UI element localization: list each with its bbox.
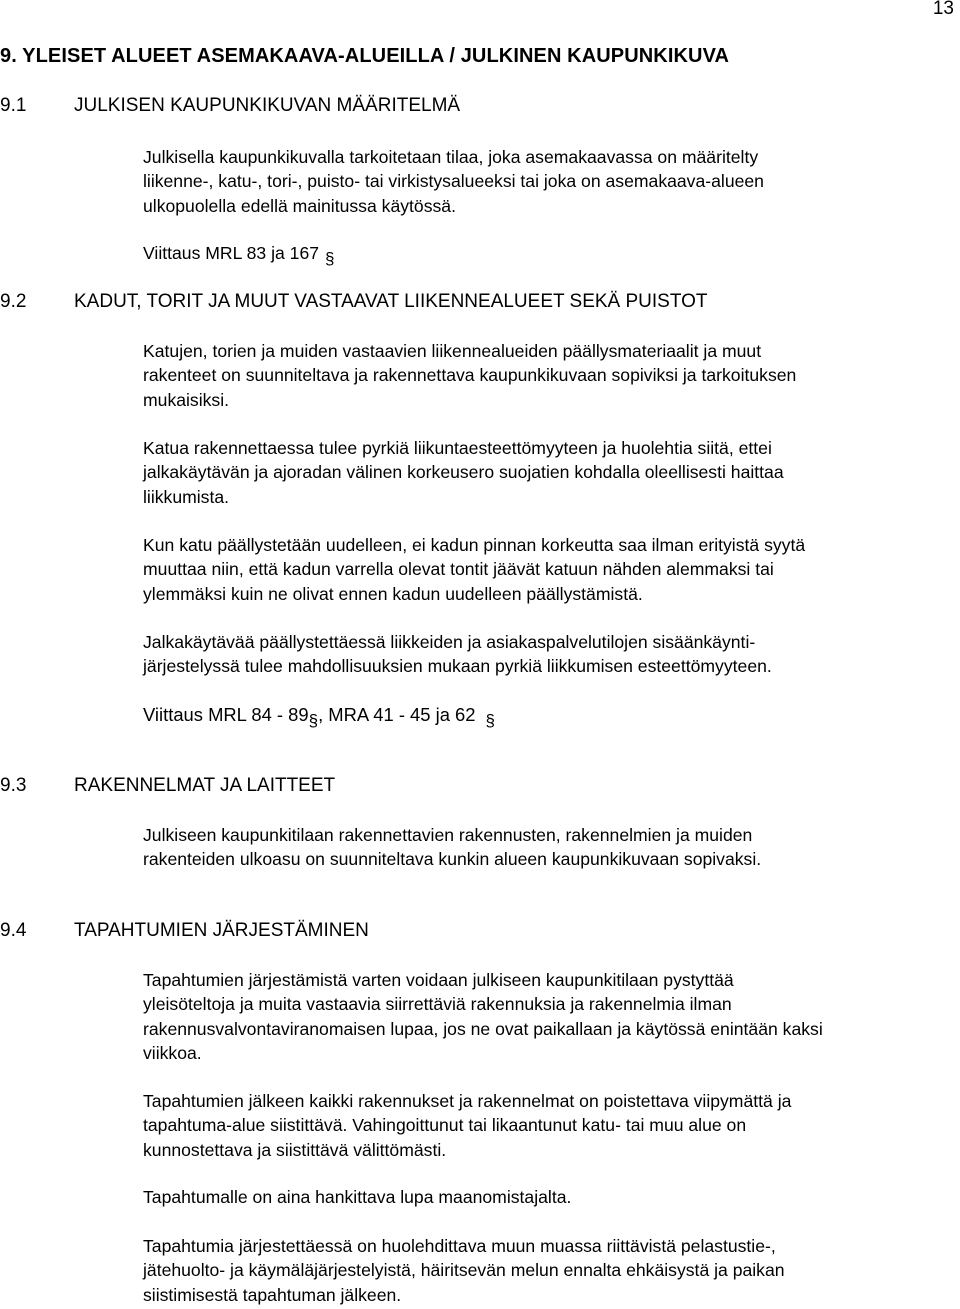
- text-line: Tapahtumien jälkeen kaikki rakennukset ja rakennelmat on poistettava viipymättä ja: [143, 1091, 792, 1111]
- text-line: tapahtuma-alue siistittävä. Vahingoittunut tai likaantunut katu- tai muu alue on: [143, 1115, 747, 1136]
- section-number: 9.4: [0, 920, 27, 941]
- text-line: liikkumista.: [143, 486, 230, 507]
- text-line: mukaisiksi.: [143, 389, 230, 410]
- text-line: jätehuolto- ja käymäläjärjestelyistä, häiritsevän melun ennalta ehkäisystä ja paikan: [143, 1260, 785, 1281]
- text-line: järjestelyssä tulee mahdollisuuksien mukaan pyrkiä liikkumisen esteettömyyteen.: [143, 656, 772, 677]
- section-title: TAPAHTUMIEN JÄRJESTÄMINEN: [74, 920, 369, 941]
- section-title: KADUT, TORIT JA MUUT VASTAAVAT LIIKENNEALUEET SEKÄ PUISTOT: [74, 291, 708, 312]
- section-title: RAKENNELMAT JA LAITTEET: [74, 775, 336, 796]
- legal-reference: [143, 703, 957, 733]
- text-line: Tapahtumia järjestettäessä on huolehdittava muun muassa riittävistä pelastustie-,: [143, 1236, 776, 1256]
- text-line: Katua rakennettaessa tulee pyrkiä liikuntaesteettömyyteen ja huolehtia siitä, ettei: [143, 438, 772, 458]
- paragraph: [143, 145, 957, 218]
- paragraph: [143, 533, 957, 606]
- paragraph: [143, 1234, 957, 1307]
- text-line: rakenteet on suunniteltava ja rakennettava kaupunkikuvaan sopiviksi ja tarkoituksen: [143, 365, 797, 386]
- paragraph: [143, 339, 957, 412]
- text-line: ulkopuolella edellä mainitussa käytössä.: [143, 195, 456, 216]
- paragraph: [143, 630, 957, 679]
- section-number: 9.3: [0, 775, 27, 796]
- text-line: yleisöteltoja ja muita vastaavia siirrettäviä rakennuksia ja rakennelmia ilman: [143, 994, 732, 1015]
- text-line: siistimisestä tapahtuman jälkeen.: [143, 1284, 402, 1305]
- text-line: rakennusvalvontaviranomaisen lupaa, jos ne ovat paikallaan ja käytössä enintään kaksi: [143, 1018, 823, 1039]
- text-line: muuttaa niin, että kadun varrella olevat tontit jäävät katuun nähden alemmaksi tai: [143, 559, 774, 580]
- text-line: jalkakäytävän ja ajoradan välinen korkeusero suojatien kohdalla oleellisesti haittaa: [143, 462, 784, 483]
- page-title: 9. YLEISET ALUEET ASEMAKAAVA-ALUEILLA / JULKINEN KAUPUNKIKUVA: [0, 45, 730, 67]
- section-sign-icon: §: [325, 249, 335, 268]
- section-number: 9.2: [0, 291, 27, 312]
- text-line: Julkisella kaupunkikuvalla tarkoitetaan tilaa, joka asemakaavassa on määritelty: [143, 147, 759, 167]
- legal-reference: [143, 241, 957, 271]
- paragraph: [143, 436, 957, 509]
- paragraph: [143, 1089, 957, 1162]
- paragraph: [143, 968, 957, 1066]
- text-line: Jalkakäytävää päällystettäessä liikkeiden ja asiakaspalvelutilojen sisäänkäynti-: [143, 632, 756, 652]
- text-line: liikenne-, katu-, tori-, puisto- tai virkistysalueeksi tai joka on asemakaava-alueen: [143, 171, 764, 192]
- text-line: Katujen, torien ja muiden vastaavien liikennealueiden päällysmateriaalit ja muut: [143, 341, 762, 361]
- reference-text: Viittaus MRL 84 - 89: [143, 704, 309, 725]
- text-line: rakenteiden ulkoasu on suunniteltava kunkin alueen kaupunkikuvaan sopivaksi.: [143, 849, 762, 870]
- text-line: Julkiseen kaupunkitilaan rakennettavien rakennusten, rakennelmien ja muiden: [143, 825, 753, 845]
- section-sign-icon: §: [308, 711, 319, 730]
- page-number: 13: [932, 0, 954, 19]
- text-line: Tapahtumalle on aina hankittava lupa maanomistajalta.: [143, 1187, 572, 1207]
- paragraph: [143, 1185, 957, 1209]
- paragraph: [143, 823, 957, 872]
- section-title: JULKISEN KAUPUNKIKUVAN MÄÄRITELMÄ: [74, 95, 461, 116]
- reference-suffix: , MRA 41 - 45 ja 62: [318, 704, 476, 725]
- text-line: Kun katu päällystetään uudelleen, ei kadun pinnan korkeutta saa ilman erityistä syytä: [143, 535, 806, 555]
- text-line: Tapahtumien järjestämistä varten voidaan julkiseen kaupunkitilaan pystyttää: [143, 970, 734, 990]
- text-line: viikkoa.: [143, 1043, 202, 1064]
- text-line: kunnostettava ja siistittävä välittömästi.: [143, 1139, 447, 1160]
- reference-text: Viittaus MRL 83 ja 167: [143, 243, 320, 263]
- text-line: ylemmäksi kuin ne olivat ennen kadun uudelleen päällystämistä.: [143, 583, 643, 604]
- section-sign-icon: §: [485, 711, 495, 730]
- section-number: 9.1: [0, 95, 27, 116]
